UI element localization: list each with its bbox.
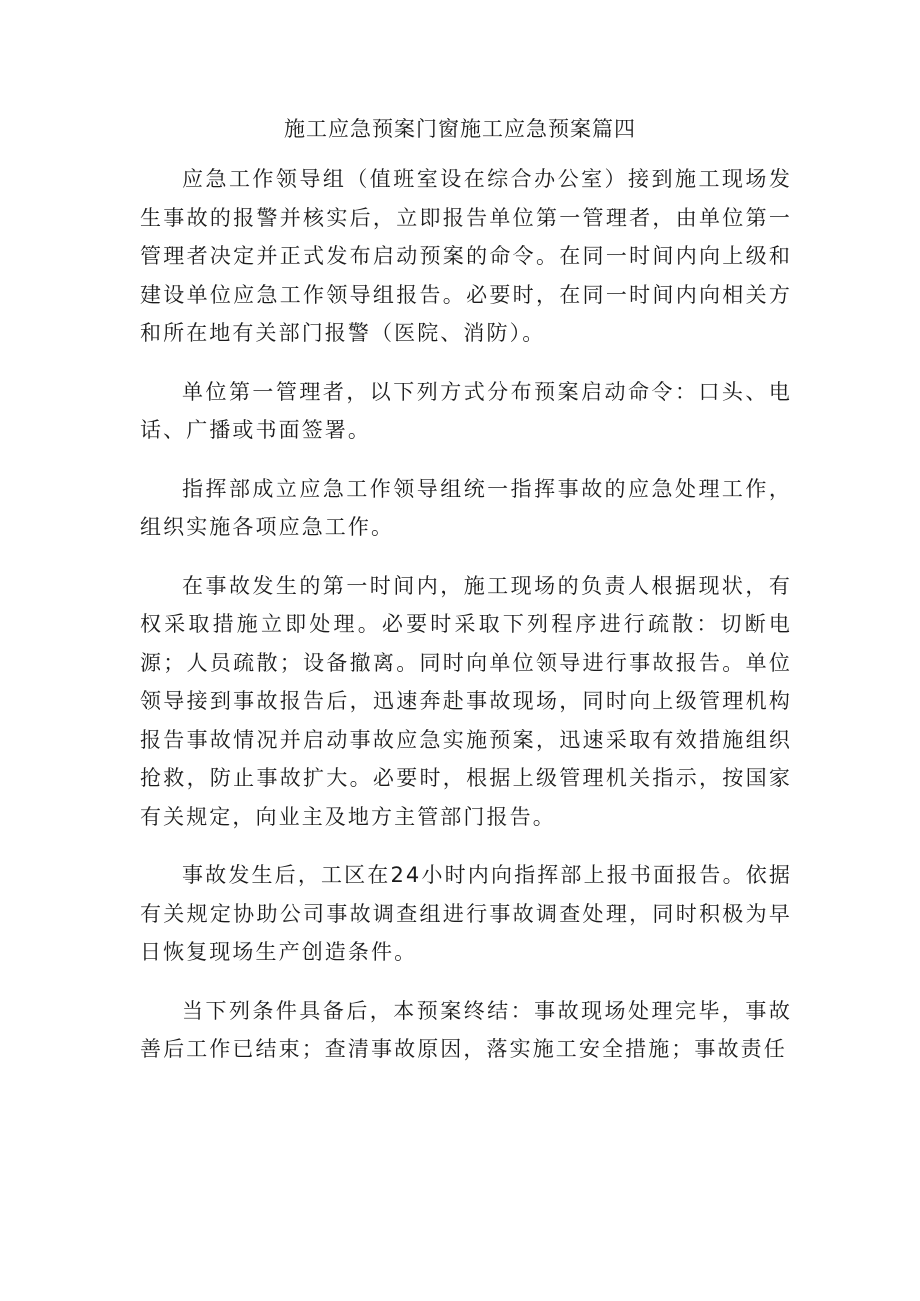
paragraph: 应急工作领导组（值班室设在综合办公室）接到施工现场发生事故的报警并核实后，立即报告单位第一管理者，由单位第一管理者决定并正式发布启动预案的命令。在同一时间内向上级和建设单位应急工作领导组报告。必要时，在同一时间内向相关方和所在地有关部门报警（医院、消防）。 xyxy=(140,167,792,345)
paragraph: 事故发生后，工区在24小时内向指挥部上报书面报告。依据有关规定协助公司事故调查组进行事故调查处理，同时积极为早日恢复现场生产创造条件。 xyxy=(140,863,792,964)
paragraph: 当下列条件具备后，本预案终结：事故现场处理完毕，事故善后工作已结束；查清事故原因，落实施工安全措施；事故责任 xyxy=(140,998,792,1061)
document-title: 施工应急预案门窗施工应急预案篇四 xyxy=(284,117,636,141)
paragraph: 指挥部成立应急工作领导组统一指挥事故的应急处理工作，组织实施各项应急工作。 xyxy=(140,476,792,539)
document-body xyxy=(140,160,792,1089)
paragraph: 在事故发生的第一时间内，施工现场的负责人根据现状，有权采取措施立即处理。必要时采取下列程序进行疏散：切断电源；人员疏散；设备撤离。同时向单位领导进行事故报告。单位领导接到事故报告后，迅速奔赴事故现场，同时向上级管理机构报告事故情况并启动事故应急实施预案，迅速采取有效措施组织抢救，防止事故扩大。必要时，根据上级管理机关指示，按国家有关规定，向业主及地方主管部门报告。 xyxy=(140,573,792,829)
paragraph: 单位第一管理者，以下列方式分布预案启动命令：口头、电话、广播或书面签署。 xyxy=(140,379,792,442)
